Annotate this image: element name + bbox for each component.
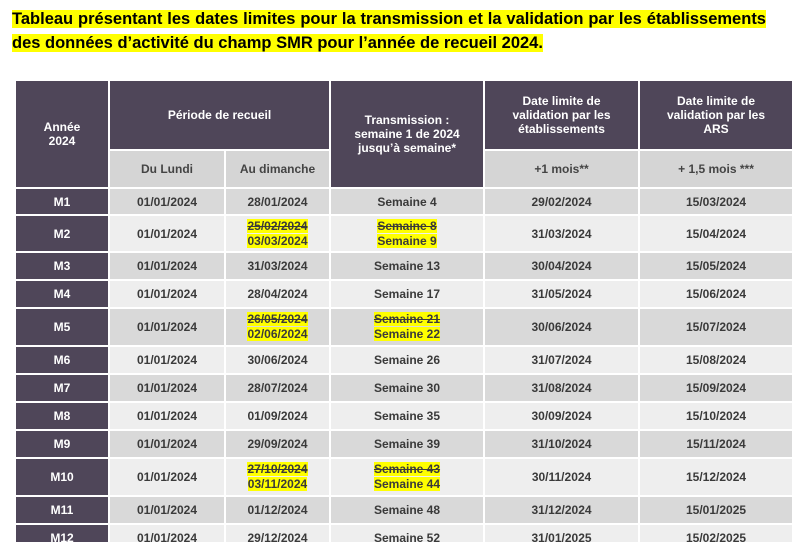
lundi-cell: 01/01/2024 [109,215,225,252]
etab-cell: 30/04/2024 [484,252,639,280]
etab-cell: 29/02/2024 [484,188,639,215]
table-row [15,308,793,346]
etab-cell: 30/09/2024 [484,402,639,430]
semaine-cell: Semaine 39 [330,430,484,458]
mois-cell: M2 [15,215,109,252]
semaine-new: Semaine 22 [373,327,441,341]
table-row [15,496,793,524]
table-row [15,430,793,458]
table-row [15,188,793,215]
ars-cell: 15/11/2024 [639,430,793,458]
ars-cell: 15/01/2025 [639,496,793,524]
lundi-cell: 01/01/2024 [109,402,225,430]
header-au-dimanche: Au dimanche [225,150,330,188]
title-suffix: pour l’année de recueil 2024. [312,34,543,52]
semaine-cell: Semaine 17 [330,280,484,308]
title-smr: SMR [276,34,313,52]
table-row [15,402,793,430]
ars-cell: 15/05/2024 [639,252,793,280]
semaine-cell: Semaine 30 [330,374,484,402]
etab-cell: 31/08/2024 [484,374,639,402]
dimanche-cell: 29/09/2024 [225,430,330,458]
mois-cell: M3 [15,252,109,280]
lundi-cell: 01/01/2024 [109,188,225,215]
mois-cell: M11 [15,496,109,524]
dimanche-new: 02/06/2024 [247,327,308,341]
dimanche-cell: 30/06/2024 [225,346,330,374]
semaine-cell: Semaine 48 [330,496,484,524]
header-annee: Année 2024 [15,80,109,188]
dimanche-cell: 28/07/2024 [225,374,330,402]
semaine-old: Semaine 21 [373,312,441,326]
semaine-cell: Semaine 52 [330,524,484,542]
header-periode: Période de recueil [109,80,330,150]
mois-cell: M4 [15,280,109,308]
mois-cell: M6 [15,346,109,374]
header-validation-etab: Date limite de validation par les établissements [484,80,639,150]
ars-cell: 15/04/2024 [639,215,793,252]
etab-cell: 31/01/2025 [484,524,639,542]
header-validation-ars-sub: + 1,5 mois *** [639,150,793,188]
table-row [15,215,793,252]
ars-cell: 15/02/2025 [639,524,793,542]
lundi-cell: 01/01/2024 [109,252,225,280]
semaine-cell: Semaine 4 [330,188,484,215]
lundi-cell: 01/01/2024 [109,374,225,402]
semaine-new: Semaine 9 [377,233,437,248]
deadlines-table [14,79,794,542]
dimanche-new: 03/11/2024 [247,477,308,491]
table-row [15,458,793,496]
ars-cell: 15/08/2024 [639,346,793,374]
dimanche-new: 03/03/2024 [247,233,308,248]
ars-cell: 15/10/2024 [639,402,793,430]
lundi-cell: 01/01/2024 [109,496,225,524]
dimanche-cell [225,458,330,496]
dimanche-cell [225,308,330,346]
mois-cell: M12 [15,524,109,542]
ars-cell: 15/06/2024 [639,280,793,308]
header-du-lundi: Du Lundi [109,150,225,188]
dimanche-cell: 31/03/2024 [225,252,330,280]
mois-cell: M5 [15,308,109,346]
table-row [15,524,793,542]
dimanche-cell: 28/01/2024 [225,188,330,215]
ars-cell: 15/12/2024 [639,458,793,496]
table-row [15,346,793,374]
semaine-old: Semaine 43 [373,462,441,476]
semaine-cell [330,308,484,346]
dimanche-cell: 01/09/2024 [225,402,330,430]
mois-cell: M10 [15,458,109,496]
dimanche-cell: 28/04/2024 [225,280,330,308]
dimanche-cell: 29/12/2024 [225,524,330,542]
mois-cell: M8 [15,402,109,430]
dimanche-old: 26/05/2024 [247,312,308,326]
lundi-cell: 01/01/2024 [109,280,225,308]
etab-cell: 31/03/2024 [484,215,639,252]
ars-cell: 15/07/2024 [639,308,793,346]
lundi-cell: 01/01/2024 [109,308,225,346]
semaine-cell: Semaine 26 [330,346,484,374]
dimanche-old: 27/10/2024 [247,462,308,476]
semaine-cell: Semaine 13 [330,252,484,280]
semaine-cell [330,458,484,496]
lundi-cell: 01/01/2024 [109,430,225,458]
table-row [15,280,793,308]
mois-cell: M7 [15,374,109,402]
etab-cell: 31/10/2024 [484,430,639,458]
semaine-cell [330,215,484,252]
semaine-cell: Semaine 35 [330,402,484,430]
etab-cell: 31/05/2024 [484,280,639,308]
semaine-new: Semaine 44 [373,477,441,491]
mois-cell: M1 [15,188,109,215]
semaine-old: Semaine 8 [377,218,437,233]
ars-cell: 15/03/2024 [639,188,793,215]
table-row [15,252,793,280]
dimanche-cell: 01/12/2024 [225,496,330,524]
etab-cell: 30/06/2024 [484,308,639,346]
etab-cell: 31/07/2024 [484,346,639,374]
ars-cell: 15/09/2024 [639,374,793,402]
dimanche-cell [225,215,330,252]
lundi-cell: 01/01/2024 [109,458,225,496]
header-validation-ars: Date limite de validation par les ARS [639,80,793,150]
dimanche-old: 25/02/2024 [247,218,308,233]
etab-cell: 31/12/2024 [484,496,639,524]
page-title [12,7,766,55]
lundi-cell: 01/01/2024 [109,346,225,374]
title-prefix: Tableau présentant les dates limites pour la transmission et la validation par les établissements des données d’activité du champ [12,10,766,52]
header-validation-etab-sub: +1 mois** [484,150,639,188]
lundi-cell: 01/01/2024 [109,524,225,542]
etab-cell: 30/11/2024 [484,458,639,496]
header-transmission: Transmission : semaine 1 de 2024 jusqu’à semaine* [330,80,484,188]
mois-cell: M9 [15,430,109,458]
table-row [15,374,793,402]
